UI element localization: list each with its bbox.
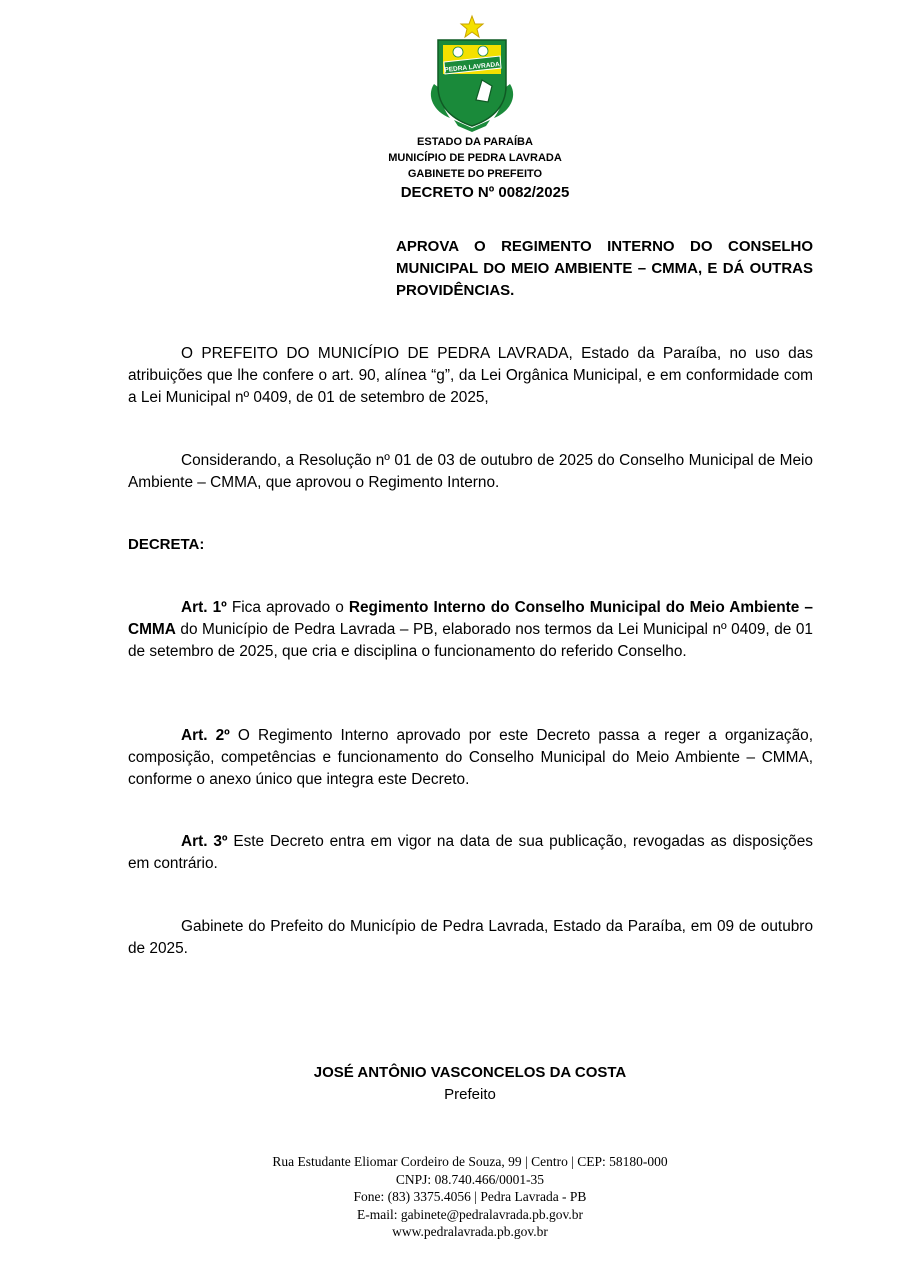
article-2-label: Art. 2º	[181, 727, 230, 744]
municipal-coat-of-arms	[420, 14, 524, 132]
decree-summary: APROVA O REGIMENTO INTERNO DO CONSELHO MUNICIPAL DO MEIO AMBIENTE – CMMA, E DÁ OUTRAS PROVIDÊNCIAS.	[396, 238, 813, 299]
considerando-paragraph: Considerando, a Resolução nº 01 de 03 de outubro de 2025 do Conselho Municipal de Meio Ambiente – CMMA, que aprovou o Regimento Interno.	[128, 452, 813, 491]
preamble-paragraph: O PREFEITO DO MUNICÍPIO DE PEDRA LAVRADA, Estado da Paraíba, no uso das atribuições que lhe confere o art. 90, alínea “g”, da Lei Orgânica Municipal, e em conformidade com a Lei Municipal nº 0409, de 01 de setembro de 2025,	[128, 345, 813, 406]
article-2	[128, 725, 813, 791]
footer-website[interactable]: www.pedralavrada.pb.gov.br	[392, 1224, 548, 1239]
article-1-text-a: Fica aprovado o	[226, 599, 349, 616]
article-1-label: Art. 1º	[181, 599, 227, 616]
footer-phone: Fone: (83) 3375.4056 | Pedra Lavrada - PB	[353, 1189, 587, 1204]
article-3	[128, 831, 813, 875]
signatory-name: JOSÉ ANTÔNIO VASCONCELOS DA COSTA	[313, 1064, 627, 1081]
municipality-header: MUNICÍPIO DE PEDRA LAVRADA	[388, 152, 562, 164]
footer-address: Rua Estudante Eliomar Cordeiro de Souza, 99 | Centro | CEP: 58180-000	[272, 1154, 668, 1169]
footer	[200, 1153, 740, 1241]
state-header: ESTADO DA PARAÍBA	[417, 136, 533, 148]
decree-number: DECRETO Nº 0082/2025	[400, 184, 570, 201]
article-3-text: Este Decreto entra em vigor na data de sua publicação, revogadas as disposições em contrário.	[128, 833, 813, 872]
closing-paragraph: Gabinete do Prefeito do Município de Pedra Lavrada, Estado da Paraíba, em 09 de outubro de 2025.	[128, 918, 813, 957]
article-1-text-b: do Município de Pedra Lavrada – PB, elaborado nos termos da Lei Municipal nº 0409, de 01 de setembro de 2025, que cria e disciplina o funcionamento do referido Conselho.	[128, 621, 813, 660]
footer-cnpj: CNPJ: 08.740.466/0001-35	[395, 1171, 545, 1187]
footer-email[interactable]: E-mail: gabinete@pedralavrada.pb.gov.br	[357, 1206, 583, 1222]
office-header: GABINETE DO PREFEITO	[407, 168, 543, 180]
article-2-text: O Regimento Interno aprovado por este Decreto passa a reger a organização, composição, competências e funcionamento do Conselho Municipal do Meio Ambiente – CMMA, conforme o anexo único que integra este Decreto.	[128, 727, 813, 788]
article-1-bold-text: Regimento Interno do Conselho Municipal do Meio Ambiente – CMMA	[128, 599, 813, 638]
article-1	[128, 597, 813, 663]
crest-banner-text: PEDRA LAVRADA	[444, 61, 501, 74]
decreta-heading: DECRETA:	[128, 536, 205, 553]
star-icon	[461, 16, 483, 37]
article-3-label: Art. 3º	[181, 833, 228, 850]
signatory-role: Prefeito	[444, 1086, 496, 1103]
